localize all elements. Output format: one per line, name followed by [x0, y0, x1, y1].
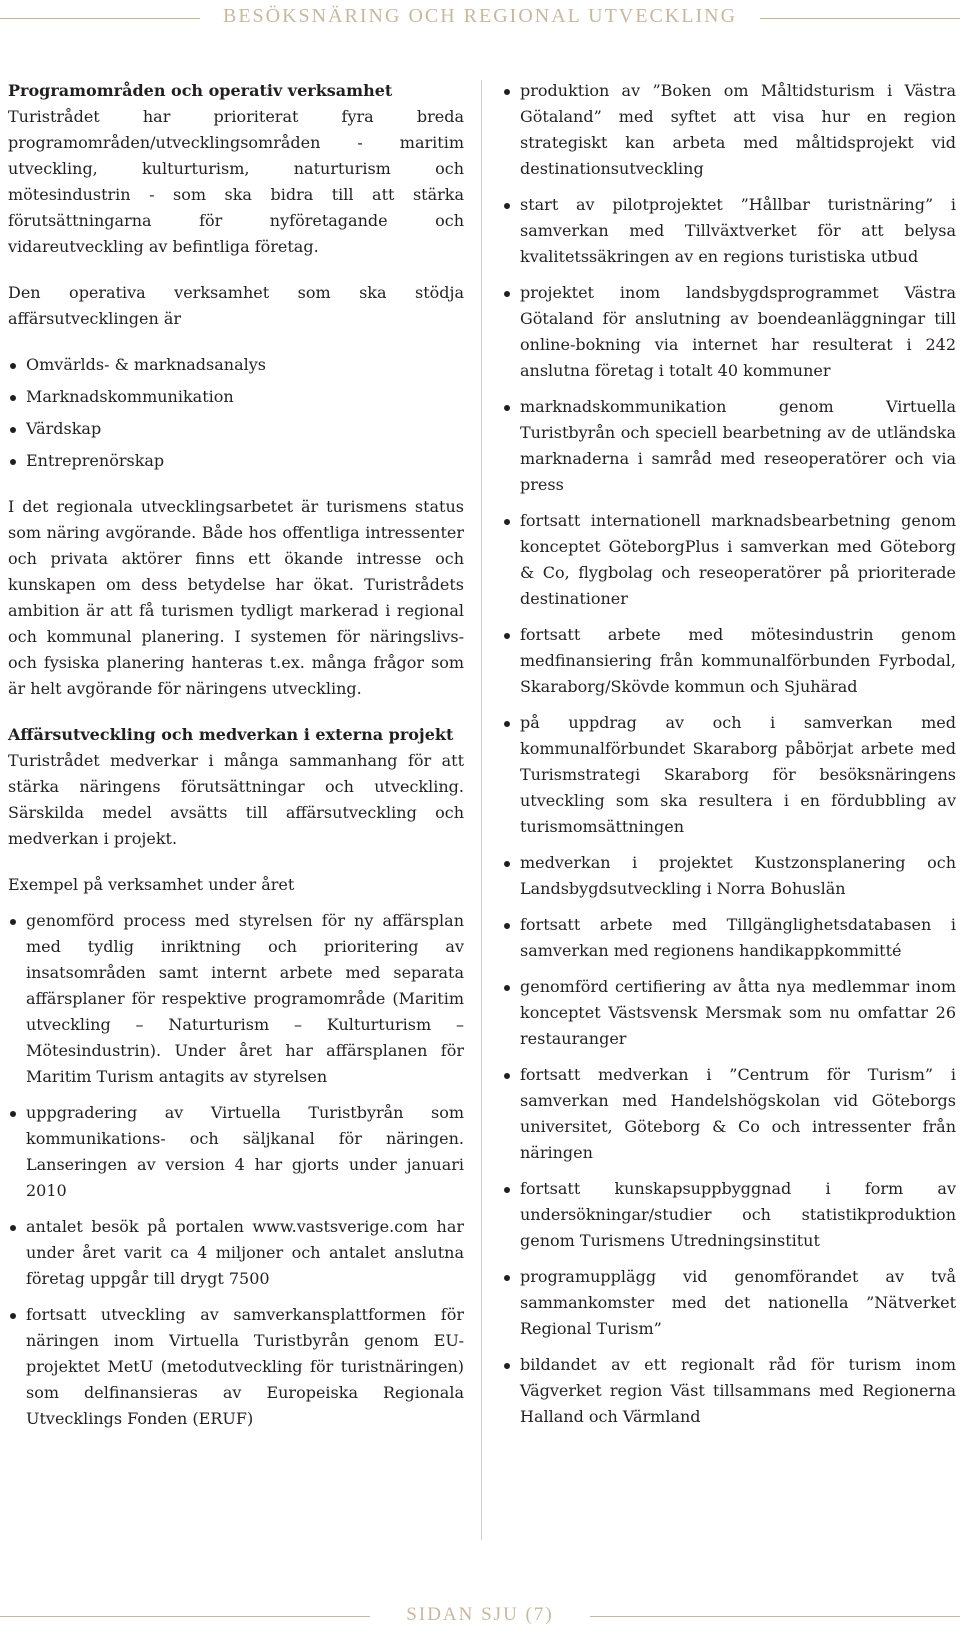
bullet-icon — [10, 363, 16, 369]
list-item: Omvärlds- & marknadsanalys — [8, 352, 464, 378]
column-divider — [481, 80, 482, 1540]
operative-list — [8, 352, 464, 474]
header-rule-right — [760, 18, 960, 19]
bullet-icon — [504, 985, 510, 991]
bullet-icon — [504, 721, 510, 727]
section-heading: Affärsutveckling och medverkan i externa projekt — [8, 725, 454, 744]
list-item: fortsatt kunskapsuppbyggnad i form av undersökningar/studier och statistikproduktion genom Turismens Utredningsinstitut — [502, 1176, 956, 1254]
list-item: fortsatt arbete med Tillgänglighetsdatabasen i samverkan med regionens handikappkommitté — [502, 912, 956, 964]
bullet-icon — [10, 459, 16, 465]
regional-paragraph: I det regionala utvecklingsarbetet är turismens status som näring avgörande. Både hos offentliga intressenter och privata aktörer finns ett ökande intresse och kunskapen om dess betydelse har ökat. Turistrådets ambition är att få turismen tydligt markerad i regional och kommunal planering. I systemen för näringslivs- och fysiska planering hanteras t.ex. många frågor som är helt avgörande för näringens utveckling. — [8, 497, 464, 698]
footer-rule-left — [0, 1616, 370, 1617]
list-item: produktion av ”Boken om Måltidsturism i Västra Götaland” med syftet att visa hur en region strategiskt kan arbeta med måltidsprojekt vid destinationsutveckling — [502, 78, 956, 182]
list-item: fortsatt internationell marknadsbearbetning genom konceptet GöteborgPlus i samverkan med Göteborg & Co, flygbolag och reseoperatörer på prioriterade destinationer — [502, 508, 956, 612]
left-column — [8, 78, 464, 1452]
list-item: marknadskommunikation genom Virtuella Turistbyrån och speciell bearbetning av de utländska marknaderna i samråd med reseoperatörer och via press — [502, 394, 956, 498]
examples-list — [8, 908, 464, 1432]
bullet-icon — [504, 519, 510, 525]
bullet-icon — [10, 395, 16, 401]
header-rule-left — [0, 18, 200, 19]
list-item: Värdskap — [8, 416, 464, 442]
page-number: SIDAN SJU (7) — [406, 1604, 554, 1625]
bullet-icon — [10, 1313, 16, 1319]
bullet-icon — [504, 861, 510, 867]
bullet-icon — [504, 923, 510, 929]
bullet-icon — [504, 203, 510, 209]
page-header — [0, 2, 960, 32]
bullet-icon — [504, 89, 510, 95]
list-item: start av pilotprojektet ”Hållbar turistnäring” i samverkan med Tillväxtverket för att belysa kvalitetssäkringen av en regions turistiska utbud — [502, 192, 956, 270]
right-column — [502, 78, 956, 1450]
bullet-icon — [504, 1187, 510, 1193]
section-body: Turistrådet har prioriterat fyra breda programområden/utvecklingsområden - maritim utveckling, kulturturism, naturturism och mötesindustrin - som ska bidra till att stärka förutsättningarna för nyföretagande och vidareutveckling av befintliga företag. — [8, 107, 464, 256]
section-heading: Programområden och operativ verksamhet — [8, 81, 393, 100]
list-item: genomförd process med styrelsen för ny affärsplan med tydlig inriktning och prioritering av insatsområden samt internt arbete med separata affärsplaner för respektive programområde (Maritim utveckling – Naturturism – Kulturturism – Mötesindustrin). Under året har affärsplanen för Maritim Turism antagits av styrelsen — [8, 908, 464, 1090]
list-item: Entreprenörskap — [8, 448, 464, 474]
list-item: uppgradering av Virtuella Turistbyrån som kommunikations- och säljkanal för näringen. Lanseringen av version 4 har gjorts under januari 2010 — [8, 1100, 464, 1204]
list-item: medverkan i projektet Kustzonsplanering och Landsbygdsutveckling i Norra Bohuslän — [502, 850, 956, 902]
operative-intro: Den operativa verksamhet som ska stödja affärsutvecklingen är — [8, 283, 464, 328]
bullet-icon — [10, 427, 16, 433]
bullet-icon — [504, 405, 510, 411]
list-item: programupplägg vid genomförandet av två sammankomster med det nationella ”Nätverket Regional Turism” — [502, 1264, 956, 1342]
activities-list — [502, 78, 956, 1430]
page-footer — [0, 1604, 960, 1628]
bullet-icon — [504, 1363, 510, 1369]
list-item: fortsatt medverkan i ”Centrum för Turism” i samverkan med Handelshögskolan vid Göteborgs universitet, Göteborg & Co och intressenter från näringen — [502, 1062, 956, 1166]
section-body: Turistrådet medverkar i många sammanhang för att stärka näringens förutsättningar och utveckling. Särskilda medel avsätts till affärsutveckling och medverkan i projekt. — [8, 751, 464, 848]
bullet-icon — [504, 1073, 510, 1079]
list-item: projektet inom landsbygdsprogrammet Västra Götaland för anslutning av boendeanläggningar till online-bokning via internet har resulterat i 242 anslutna företag i totalt 40 kommuner — [502, 280, 956, 384]
bullet-icon — [504, 1275, 510, 1281]
bullet-icon — [10, 919, 16, 925]
list-item: fortsatt arbete med mötesindustrin genom medfinansiering från kommunalförbunden Fyrbodal, Skaraborg/Skövde kommun och Sjuhärad — [502, 622, 956, 700]
list-item: på uppdrag av och i samverkan med kommunalförbundet Skaraborg påbörjat arbete med Turismstrategi Skaraborg för besöksnäringens utveckling som ska resultera i en fördubbling av turismomsättningen — [502, 710, 956, 840]
list-item: Marknadskommunikation — [8, 384, 464, 410]
section-affarsutveckling — [8, 722, 464, 852]
bullet-icon — [504, 291, 510, 297]
examples-heading: Exempel på verksamhet under året — [8, 875, 295, 894]
list-item: genomförd certifiering av åtta nya medlemmar inom konceptet Västsvensk Mersmak som nu omfattar 26 restauranger — [502, 974, 956, 1052]
list-item: bildandet av ett regionalt råd för turism inom Vägverket region Väst tillsammans med Regionerna Halland och Värmland — [502, 1352, 956, 1430]
header-title: BESÖKSNÄRING OCH REGIONAL UTVECKLING — [222, 5, 738, 27]
bullet-icon — [10, 1111, 16, 1117]
bullet-icon — [504, 633, 510, 639]
list-item: antalet besök på portalen www.vastsverige.com har under året varit ca 4 miljoner och antalet anslutna företag uppgår till drygt 7500 — [8, 1214, 464, 1292]
bullet-icon — [10, 1225, 16, 1231]
footer-rule-right — [590, 1616, 960, 1617]
list-item: fortsatt utveckling av samverkansplattformen för näringen inom Virtuella Turistbyrån genom EU-projektet MetU (metodutveckling för turistnäringen) som delfinansieras av Europeiska Regionala Utvecklings Fonden (ERUF) — [8, 1302, 464, 1432]
section-programomraden — [8, 78, 464, 260]
